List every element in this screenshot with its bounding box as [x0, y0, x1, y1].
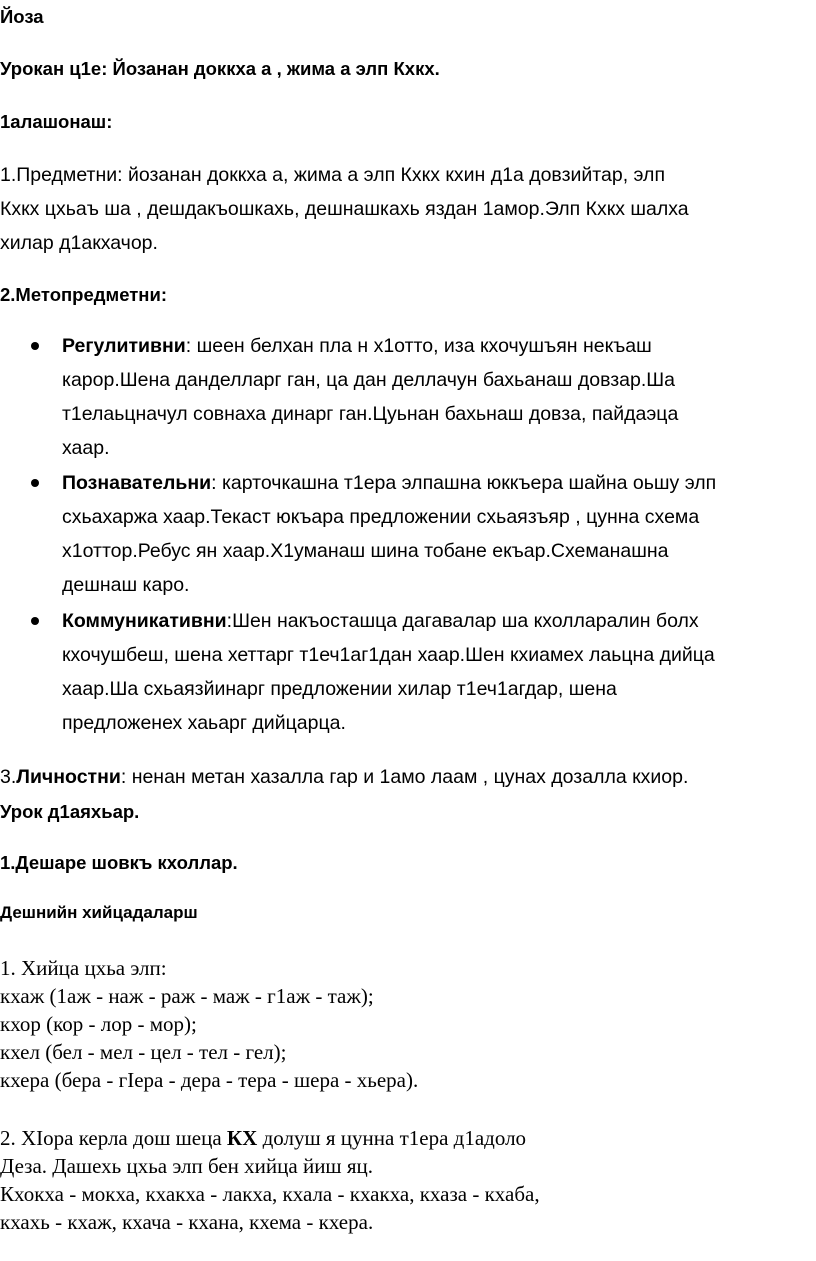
bullet-text: схьахаржа хаар.Текаст юкъара предложении схьаязъяр , цунна схема [62, 506, 700, 528]
exercise-1-line: кхера (бера - гIера - дера - тера - шера - хьера). [0, 1068, 419, 1092]
exercise-1-line: кхор (кор - лор - мор); [0, 1012, 197, 1036]
bullet-text: :Шен накъосташца дагавалар ша кхолларалин болх [226, 610, 699, 632]
bullet-text: хаар.Ша схьаязйинарг предложении хилар т1еч1агдар, шена [62, 678, 617, 700]
subject-line-1: 1.Предметни: йозанан доккха а, жима а элп Кхкх кхин д1а довзийтар, элп [0, 164, 665, 186]
subject-line-3: хилар д1акхачор. [0, 232, 158, 254]
bullet-text: карор.Шена данделларг ган, ца дан деллачун бахьанаш довзар.Ша [62, 369, 675, 391]
section-1-heading: 1.Дешаре шовкъ кхоллар. [0, 852, 238, 873]
bullet-text: предложенех хаьарг дийцарца. [62, 712, 346, 734]
personal-line [0, 760, 688, 794]
bullet-communicative [62, 604, 802, 740]
bullet-cognitive [62, 466, 802, 602]
personal-term: Личностни [16, 766, 121, 788]
bullet-term: Коммуникативни [62, 610, 227, 632]
bullet-text: : карточкашна т1ера элпашна юккъера шайна оьшу элп [211, 472, 717, 494]
exercise-2-line [0, 1125, 526, 1152]
bullet-term: Регулитивни [62, 335, 186, 357]
bullet-text: х1оттор.Ребус ян хаар.Х1уманаш шина тобане екъар.Схеманашна [62, 540, 669, 562]
personal-text: : ненан метан хазалла гар и 1амо лаам , цунах дозалла кхиор. [120, 766, 689, 788]
exercise-1-line: кхел (бел - мел - цел - тел - гел); [0, 1040, 287, 1064]
exercise-1-line: 1. Хийца цхьа элп: [0, 956, 167, 980]
exercise-2-bold: КХ [226, 1126, 258, 1150]
bullet-dot [31, 479, 39, 487]
bullet-text: кхочушбеш, шена хеттарг т1еч1аг1дан хаар.Шен кхиамех лаьцна дийца [62, 644, 715, 666]
bullet-text: хаар. [62, 437, 110, 459]
bullet-text: дешнаш каро. [62, 574, 190, 596]
exercise-1-line: кхаж (1аж - наж - раж - маж - г1аж - таж); [0, 984, 374, 1008]
exercise-2-line: Кхокха - мокха, кхакха - лакха, кхала - кхакха, кхаза - кхаба, [0, 1182, 540, 1206]
bullet-text: т1елаьцначул совнаха динарг ган.Цуьнан бахьнаш довза, пайдаэца [62, 403, 679, 425]
bullet-text: : шеен белхан пла н х1отто, иза кхочушъян некъаш [185, 335, 652, 357]
subsection-heading: Дешнийн хийцадаларш [0, 903, 198, 922]
personal-num: 3. [0, 766, 17, 788]
lesson-topic: Урокан ц1е: Йозанан доккха а , жима а элп Кхкх. [0, 58, 440, 79]
goals-heading: 1алашонаш: [0, 111, 113, 132]
exercise-2-line: кхахь - кхаж, кхача - кхана, кхема - кхера. [0, 1210, 374, 1234]
bullet-regulative [62, 329, 802, 465]
exercise-2-text: долуш я цунна т1ера д1адоло [257, 1126, 527, 1150]
bullet-dot [31, 342, 39, 350]
meta-heading: 2.Метопредметни: [0, 284, 168, 305]
subject-line-2: Кхкх цхьаъ ша , дешдакъошкахь, дешнашкахь яздан 1амор.Элп Кхкх шалха [0, 198, 689, 220]
bullet-term: Познавательни [62, 472, 212, 494]
document-title: Йоза [0, 6, 44, 27]
exercise-2-line: Деза. Дашехь цхьа элп бен хийца йиш яц. [0, 1154, 373, 1178]
exercise-2-text: 2. XIора керла дош шеца [0, 1126, 227, 1150]
lesson-flow-heading: Урок д1аяхьар. [0, 801, 140, 822]
bullet-dot [31, 617, 39, 625]
